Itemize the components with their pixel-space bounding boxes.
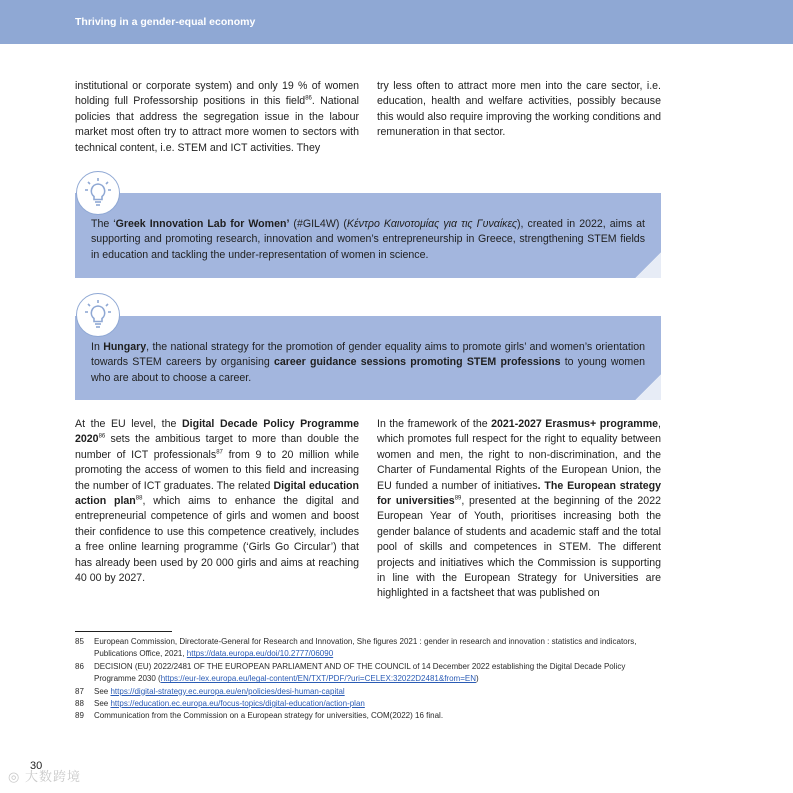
footnotes	[75, 636, 661, 723]
footnote-text: DECISION (EU) 2022/2481 OF THE EUROPEAN PARLIAMENT AND OF THE COUNCIL of 14 December 2022 establishing the Digital Decade Policy Programme 2030 (	[94, 661, 626, 684]
page-fold-corner	[635, 252, 661, 278]
page-number: 30	[30, 760, 43, 772]
top-left-column	[75, 79, 359, 156]
text-run: from 9 to 20 million while promoting the access of women to this field and increasing the number of ICT graduates. The related	[75, 448, 359, 492]
footnote-number: 87	[75, 686, 84, 696]
footnote	[75, 661, 661, 686]
footnote-link[interactable]: https://education.ec.europa.eu/focus-topics/digital-education/action-plan	[110, 699, 365, 709]
footnote-number: 86	[75, 661, 84, 671]
footnote-ref[interactable]: 87	[216, 449, 223, 456]
text-run: institutional or corporate system) and only 19 % of women holding full Professorship positions in this field	[75, 80, 359, 108]
text-run: , which promotes full respect for the right to equality between women and men, the right to non-discrimination, and the Charter of Fundamental Rights of the European Union, the EU funded a number of initiatives	[377, 418, 661, 492]
bottom-left-column	[75, 417, 359, 586]
watermark-text: 大数跨境	[24, 769, 81, 784]
text-run: ), created in 2022, aims at supporting and promoting research, innovation and women’s entrepreneurship in Greece, strengthening STEM fields in education and tackling the under-representation of women in science.	[91, 218, 645, 261]
footnote-number: 88	[75, 699, 84, 709]
watermark	[8, 766, 81, 785]
text-bold: 2021-2027 Erasmus+ programme	[491, 418, 659, 430]
footnote-link[interactable]: https://eur-lex.europa.eu/legal-content/EN/TXT/PDF/?uri=CELEX:32022D2481&from=EN	[160, 674, 476, 684]
footnote-ref[interactable]: 86	[98, 433, 106, 440]
text-italic: Κέντρο Καινοτομίας για τις Γυναίκες	[346, 218, 518, 230]
top-right-column	[377, 79, 661, 141]
footnote-divider	[75, 631, 172, 632]
watermark-logo-icon: ◎	[8, 769, 25, 784]
footnote-ref[interactable]: 86	[305, 95, 312, 102]
bottom-right-column	[377, 417, 661, 602]
text-run: The ‘	[91, 218, 116, 230]
text-run: try less often to attract more men into the care sector, i.e. education, health and welfare activities, possibly because this would also require improving the working conditions and remuneration in that sector.	[377, 80, 661, 139]
text-run: to young women who are about to choose a career.	[91, 356, 645, 384]
text-bold: career guidance sessions promoting STEM professions	[273, 356, 561, 369]
page-fold-corner	[635, 374, 661, 400]
text-run: , the national strategy for the promotion of gender equality aims to promote girls’ and women’s orientation towards STEM careers by organising	[91, 341, 645, 369]
page-header	[0, 0, 793, 44]
footnote-text: )	[475, 674, 479, 684]
text-run: , which aims to enhance the digital and entrepreneurial competence of girls and women and boost their confidence to use this competence creatively, includes a free online learning programme (‘Girls Go Circular’) that has already been used by 20 000 girls and aims at reaching 40 00 by 2027.	[75, 495, 360, 585]
footnote	[75, 636, 661, 661]
text-run: . National policies that address the segregation issue in the labour market most often try to attract more women to sectors with technical content, i.e. STEM and ICT activities. They	[75, 95, 359, 154]
footnote	[75, 710, 661, 722]
text-bold: . The European strategy for universities	[377, 479, 661, 508]
footnote	[75, 698, 661, 710]
footnote-text: Communication from the Commission on a European strategy for universities, COM(2022) 16 final.	[94, 711, 444, 721]
text-bold: Greek Innovation Lab for Women’	[115, 218, 290, 230]
footnote-text: See	[94, 686, 111, 696]
footnote	[75, 686, 661, 698]
case-box-hungary	[75, 316, 661, 400]
text-run: , presented at the beginning of the 2022 European Year of Youth, prioritises increasing both the gender balance of students and academic staff and the total pool of skills and competences in STEM. The different projects and initiatives which the Commission is supporting in line with the European Strategy for Universities are highlighted in a factsheet that was published on	[377, 495, 661, 600]
text-run: In the framework of the	[377, 418, 492, 430]
text-bold: Hungary	[103, 341, 147, 353]
lightbulb-icon	[76, 171, 120, 215]
case-box-text	[91, 217, 645, 263]
footnote-link[interactable]: https://data.europa.eu/doi/10.2777/06090	[186, 649, 334, 659]
lightbulb-icon	[76, 293, 120, 337]
header-title: Thriving in a gender-equal economy	[75, 16, 256, 28]
footnote-link[interactable]: https://digital-strategy.ec.europa.eu/en/policies/desi-human-capital	[110, 686, 345, 696]
text-bold: Digital education action plan	[75, 479, 359, 508]
text-run: In	[91, 341, 104, 353]
footnote-text: See	[94, 699, 111, 709]
footnote-ref[interactable]: 88	[135, 495, 143, 502]
text-bold: Digital Decade Policy Programme 2020	[75, 418, 359, 446]
case-box-text	[91, 340, 645, 386]
footnote-ref[interactable]: 89	[454, 495, 462, 502]
footnote-text: European Commission, Directorate-General for Research and Innovation, She figures 2021 : gender in research and innovation : statistics and indicators, Publications Office, 2021,	[94, 637, 637, 659]
footnote-number: 85	[75, 637, 84, 646]
footnote-number: 89	[75, 711, 84, 721]
text-run: sets the ambitious target to more than double the number of ICT professionals	[75, 433, 359, 461]
case-box-greece	[75, 193, 661, 278]
text-run: At the EU level, the	[75, 418, 182, 430]
text-run: (#GIL4W) (	[289, 218, 347, 230]
